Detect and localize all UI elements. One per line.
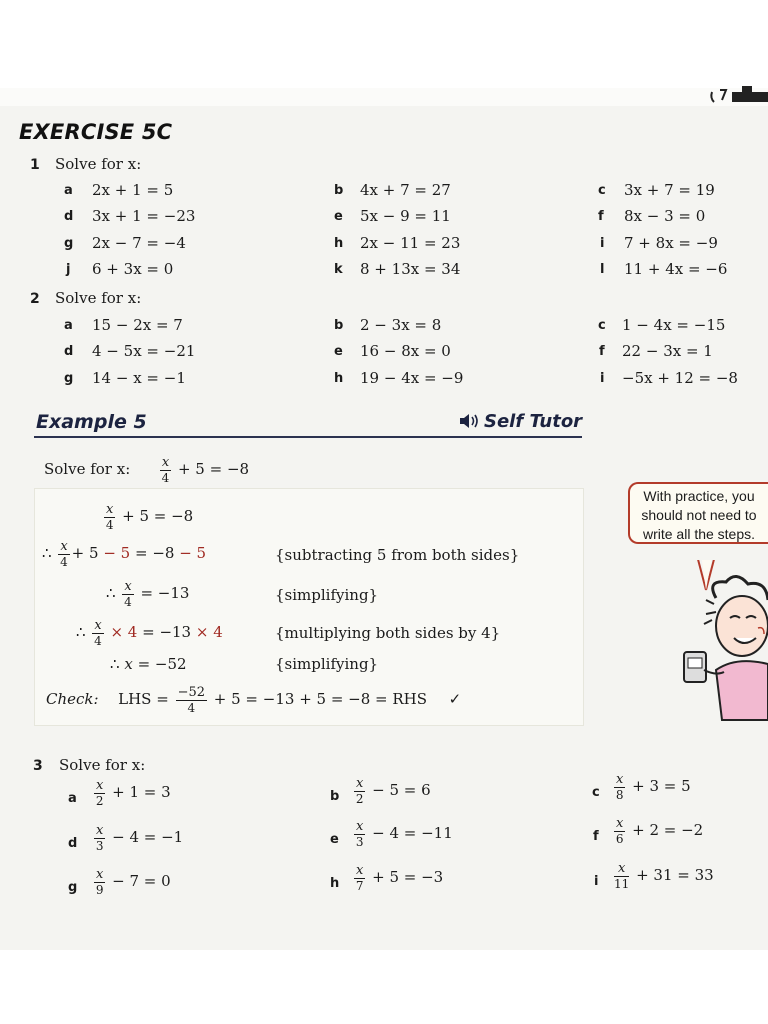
question-number: 3 — [33, 758, 43, 774]
fraction: $\frac{x}{4}$ — [60, 539, 68, 569]
equation: 2x − 7 = −4 — [92, 234, 186, 252]
equation: 3x + 7 = 19 — [624, 181, 715, 199]
fraction: $\frac{x}{4}$ — [105, 502, 114, 532]
equation: 11 + 4x = −6 — [624, 260, 728, 278]
equation: 19 − 4x = −9 — [360, 369, 464, 387]
item-label: h — [334, 371, 344, 386]
fraction: $\frac{-52}{4}$ — [177, 685, 205, 715]
example-divider — [34, 436, 582, 438]
equation: 5x − 9 = 11 — [360, 207, 451, 225]
solution-step: ∴ $\frac{x}{4}$ × 4 = −13 × 4 — [76, 618, 223, 648]
item-label: i — [600, 371, 605, 386]
fraction: $\frac{x}{9}$ — [95, 867, 104, 897]
item-label: c — [598, 318, 606, 333]
step-reason: {simplifying} — [275, 655, 379, 673]
equation: 4x + 7 = 27 — [360, 181, 451, 199]
item-label: c — [592, 785, 600, 800]
item-label: f — [593, 829, 599, 844]
item-label: a — [68, 791, 77, 806]
equation: 22 − 3x = 1 — [622, 342, 713, 360]
question-number: 2 — [30, 291, 40, 307]
fraction: $\frac{x}{4}$ — [124, 579, 132, 609]
speaker-icon — [458, 413, 480, 429]
speech-bubble: With practice, you should not need to write all the steps. — [628, 482, 768, 544]
item-label: b — [334, 318, 344, 333]
self-tutor-label: Self Tutor — [484, 411, 583, 432]
item-label: d — [64, 344, 74, 359]
fraction: $\frac{x}{2}$ — [95, 778, 104, 808]
check-mark-icon: ✓ — [448, 690, 462, 708]
equation: 16 − 8x = 0 — [360, 342, 451, 360]
item-label: f — [598, 209, 604, 224]
step-reason: {subtracting 5 from both sides} — [275, 546, 520, 564]
fraction: $\frac{x}{6}$ — [615, 816, 624, 846]
equation: $\frac{x}{9}$ − 7 = 0 — [95, 867, 171, 897]
item-label: h — [330, 876, 340, 891]
item-label: i — [594, 874, 599, 889]
equation: 14 − x = −1 — [92, 369, 186, 387]
fraction: $\frac{x}{4}$ — [94, 618, 102, 648]
self-tutor-link[interactable] — [458, 411, 582, 432]
fraction: $\frac{x}{4}$ — [161, 455, 170, 485]
page-top-strip — [0, 88, 768, 106]
question-prompt: Solve for x: — [55, 289, 142, 307]
fraction: $\frac{x}{7}$ — [355, 863, 364, 893]
equation: $\frac{x}{2}$ − 5 = 6 — [355, 776, 431, 806]
equation: $\frac{x}{8}$ + 3 = 5 — [615, 772, 691, 802]
equation: 6 + 3x = 0 — [92, 260, 174, 278]
item-label: b — [334, 183, 344, 198]
fraction: $\frac{x}{3}$ — [95, 823, 104, 853]
item-label: c — [598, 183, 606, 198]
equation: 2x − 11 = 23 — [360, 234, 461, 252]
equation: $\frac{x}{11}$ + 31 = 33 — [614, 861, 714, 891]
check-line: Check: LHS = $\frac{-52}{4}$ + 5 = −13 + 5 = −8 = RHS ✓ — [46, 685, 462, 715]
example-title: Example 5 — [36, 411, 147, 433]
equation: 2 − 3x = 8 — [360, 316, 442, 334]
question-prompt: Solve for x: — [59, 756, 146, 774]
solution-step: ∴ x = −52 — [110, 655, 187, 673]
fraction: $\frac{x}{3}$ — [355, 819, 364, 849]
item-label: g — [64, 236, 74, 251]
item-label: j — [66, 262, 71, 277]
item-label: e — [334, 209, 343, 224]
item-label: e — [334, 344, 343, 359]
equation: 1 − 4x = −15 — [622, 316, 726, 334]
equation: 4 − 5x = −21 — [92, 342, 196, 360]
fraction: $\frac{x}{11}$ — [614, 861, 630, 891]
item-label: e — [330, 832, 339, 847]
step-reason: {multiplying both sides by 4} — [275, 624, 501, 642]
fraction: $\frac{x}{8}$ — [615, 772, 624, 802]
equation: $\frac{x}{2}$ + 1 = 3 — [95, 778, 171, 808]
equation: −5x + 12 = −8 — [622, 369, 738, 387]
item-label: k — [334, 262, 343, 277]
item-label: f — [599, 344, 605, 359]
equation: 8x − 3 = 0 — [624, 207, 706, 225]
cartoon-student-icon — [676, 560, 768, 730]
item-label: d — [64, 209, 74, 224]
item-label: a — [64, 183, 73, 198]
question-number: 1 — [30, 157, 40, 173]
item-label: i — [600, 236, 605, 251]
equation: $\frac{x}{3}$ − 4 = −11 — [355, 819, 453, 849]
item-label: a — [64, 318, 73, 333]
item-label: d — [68, 836, 78, 851]
equation: 15 − 2x = 7 — [92, 316, 183, 334]
example-prompt: Solve for x: $\frac{x}{4}$ + 5 = −8 — [44, 455, 250, 485]
equation: $\frac{x}{6}$ + 2 = −2 — [615, 816, 704, 846]
item-label: g — [68, 880, 78, 895]
exercise-title: EXERCISE 5C — [19, 120, 173, 144]
item-label: g — [64, 371, 74, 386]
solution-step: ∴ $\frac{x}{4}$ + 5 − 5 = −8 − 5 — [42, 539, 207, 569]
question-prompt: Solve for x: — [55, 155, 142, 173]
equation: $\frac{x}{7}$ + 5 = −3 — [355, 863, 444, 893]
equation: 3x + 1 = −23 — [92, 207, 196, 225]
solution-step: $\frac{x}{4}$ + 5 = −8 — [105, 502, 194, 532]
equation: 7 + 8x = −9 — [624, 234, 718, 252]
item-label: b — [330, 789, 340, 804]
step-reason: {simplifying} — [275, 586, 379, 604]
equation: 2x + 1 = 5 — [92, 181, 174, 199]
equation: 8 + 13x = 34 — [360, 260, 461, 278]
corner-graphic-icon — [708, 80, 768, 106]
item-label: l — [600, 262, 605, 277]
fraction: $\frac{x}{2}$ — [355, 776, 364, 806]
equation: $\frac{x}{3}$ − 4 = −1 — [95, 823, 184, 853]
solution-step: ∴ $\frac{x}{4}$ = −13 — [106, 579, 190, 609]
item-label: h — [334, 236, 344, 251]
